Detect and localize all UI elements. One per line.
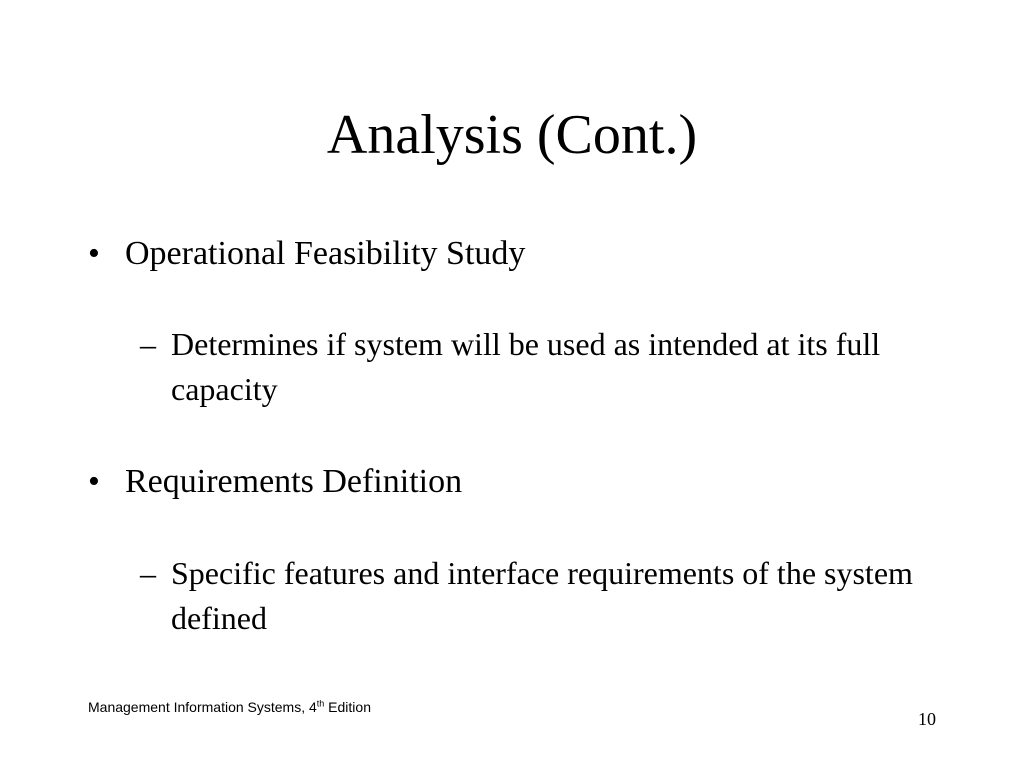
bullet-item [88, 462, 462, 502]
footer-superscript: th [316, 698, 325, 709]
footer-text [88, 698, 371, 716]
sub-bullet-item [140, 551, 940, 641]
sub-bullet-item [140, 322, 940, 412]
sub-bullet-marker: – [140, 326, 156, 362]
slide-title: Analysis (Cont.) [326, 104, 698, 166]
bullet-text: Requirements Definition [125, 463, 463, 500]
bullet-marker: • [88, 463, 100, 500]
sub-bullet-text: Specific features and interface requirements of the system defined [171, 555, 913, 636]
bullet-item [88, 234, 525, 274]
footer-text-main: Management Information Systems, 4 [88, 699, 317, 715]
footer-text-edition: Edition [324, 699, 371, 715]
sub-bullet-text: Determines if system will be used as intended at its full capacity [171, 326, 881, 407]
bullet-text: Operational Feasibility Study [125, 235, 526, 272]
sub-bullet-marker: – [140, 555, 156, 591]
page-number: 10 [918, 709, 936, 729]
bullet-marker: • [88, 235, 100, 272]
